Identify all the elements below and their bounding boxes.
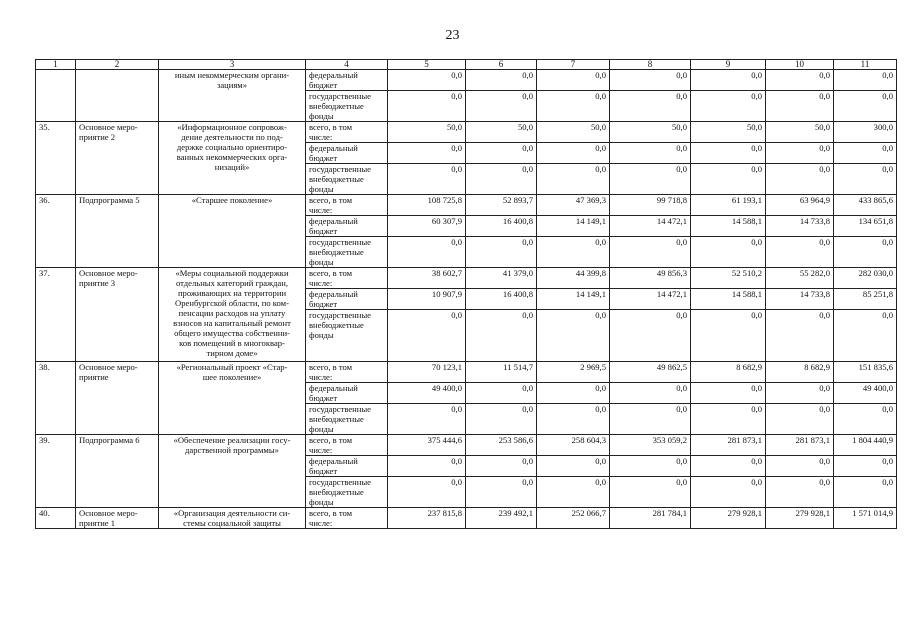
amount-cell: 14 588,1 (691, 216, 766, 237)
amount-cell: 258 604,3 (537, 435, 610, 456)
amount-cell: 0,0 (388, 91, 466, 122)
table-row (36, 195, 897, 216)
table-row (36, 435, 897, 456)
amount-cell: 0,0 (537, 70, 610, 91)
amount-cell: 70 123,1 (388, 362, 466, 383)
amount-cell: 0,0 (834, 237, 897, 268)
amount-cell: 8 682,9 (766, 362, 834, 383)
amount-cell: 0,0 (766, 70, 834, 91)
amount-cell: 0,0 (466, 143, 537, 164)
amount-cell: 237 815,8 (388, 508, 466, 529)
amount-cell: 282 030,0 (834, 268, 897, 289)
amount-cell: 47 369,3 (537, 195, 610, 216)
table-row (36, 122, 897, 143)
amount-cell: 0,0 (691, 456, 766, 477)
amount-cell: 0,0 (691, 237, 766, 268)
amount-cell: 0,0 (610, 310, 691, 362)
column-number: 10 (766, 60, 834, 70)
amount-cell: 50,0 (691, 122, 766, 143)
amount-cell: 0,0 (466, 237, 537, 268)
amount-cell: 375 444,6 (388, 435, 466, 456)
table-row (36, 508, 897, 529)
amount-cell: 0,0 (466, 70, 537, 91)
funding-source: федеральный бюджет (306, 143, 388, 164)
amount-cell: 0,0 (610, 477, 691, 508)
table-row (36, 70, 897, 91)
amount-cell: 14 733,8 (766, 216, 834, 237)
table-row (36, 362, 897, 383)
amount-cell: 0,0 (610, 70, 691, 91)
funding-source: государственные внебюджетные фонды (306, 477, 388, 508)
amount-cell: 99 718,8 (610, 195, 691, 216)
row-number: 35. (36, 122, 76, 195)
column-number-row (36, 60, 897, 70)
amount-cell: 239 492,1 (466, 508, 537, 529)
amount-cell: 0,0 (388, 477, 466, 508)
page-number: 23 (445, 28, 460, 43)
amount-cell: 50,0 (466, 122, 537, 143)
funding-source: федеральный бюджет (306, 70, 388, 91)
funding-source: всего, в том числе: (306, 508, 388, 529)
amount-cell: 2 969,5 (537, 362, 610, 383)
budget-table (35, 59, 897, 529)
amount-cell: 0,0 (610, 456, 691, 477)
measure-name: «Региональный проект «Стар- шее поколение» (159, 362, 306, 435)
amount-cell: 0,0 (691, 164, 766, 195)
amount-cell: 0,0 (388, 404, 466, 435)
funding-source: государственные внебюджетные фонды (306, 237, 388, 268)
amount-cell: 52 510,2 (691, 268, 766, 289)
column-number: 11 (834, 60, 897, 70)
measure-type: Подпрограмма 6 (76, 435, 159, 508)
amount-cell: 0,0 (691, 383, 766, 404)
measure-type (76, 70, 159, 122)
row-number: 39. (36, 435, 76, 508)
amount-cell: 0,0 (834, 143, 897, 164)
amount-cell: 279 928,1 (691, 508, 766, 529)
amount-cell: 0,0 (766, 404, 834, 435)
amount-cell: 0,0 (466, 456, 537, 477)
column-number: 2 (76, 60, 159, 70)
amount-cell: 0,0 (610, 143, 691, 164)
row-number (36, 70, 76, 122)
row-number: 37. (36, 268, 76, 362)
measure-name: «Меры социальной поддержки отдельных категорий граждан, проживающих на территории Оренбургской области, по ком- пенсации расходов на уплату взносов на капитальный ремонт общего имущества собственни- ков помещений в многоквар- тирном доме» (159, 268, 306, 362)
measure-type: Основное меро- приятие 1 (76, 508, 159, 529)
amount-cell: 14 472,1 (610, 216, 691, 237)
amount-cell: 49 400,0 (834, 383, 897, 404)
amount-cell: 0,0 (466, 310, 537, 362)
amount-cell: 353 059,2 (610, 435, 691, 456)
amount-cell: 10 907,9 (388, 289, 466, 310)
amount-cell: 0,0 (537, 143, 610, 164)
funding-source: федеральный бюджет (306, 456, 388, 477)
table-row (36, 268, 897, 289)
amount-cell: 55 282,0 (766, 268, 834, 289)
amount-cell: 38 602,7 (388, 268, 466, 289)
amount-cell: 279 928,1 (766, 508, 834, 529)
amount-cell: 14 472,1 (610, 289, 691, 310)
amount-cell: 0,0 (388, 164, 466, 195)
amount-cell: 0,0 (466, 91, 537, 122)
amount-cell: 0,0 (537, 237, 610, 268)
amount-cell: 16 400,8 (466, 289, 537, 310)
measure-name: «Информационное сопровож- дение деятельности по под- держке социально ориентиро- ванных некоммерческих орга- низаций» (159, 122, 306, 195)
measure-name: «Организация деятельности си- стемы социальной защиты (159, 508, 306, 529)
amount-cell: 0,0 (766, 456, 834, 477)
amount-cell: 0,0 (537, 164, 610, 195)
amount-cell: 0,0 (537, 404, 610, 435)
column-number: 1 (36, 60, 76, 70)
measure-type: Основное меро- приятие 3 (76, 268, 159, 362)
column-number: 5 (388, 60, 466, 70)
row-number: 38. (36, 362, 76, 435)
funding-source: всего, в том числе: (306, 435, 388, 456)
measure-type: Подпрограмма 5 (76, 195, 159, 268)
amount-cell: 50,0 (388, 122, 466, 143)
funding-source: федеральный бюджет (306, 383, 388, 404)
amount-cell: 61 193,1 (691, 195, 766, 216)
funding-source: государственные внебюджетные фонды (306, 310, 388, 362)
amount-cell: 0,0 (691, 404, 766, 435)
amount-cell: 50,0 (766, 122, 834, 143)
amount-cell: 0,0 (834, 456, 897, 477)
amount-cell: 0,0 (610, 237, 691, 268)
amount-cell: 50,0 (610, 122, 691, 143)
amount-cell: 0,0 (766, 383, 834, 404)
amount-cell: 41 379,0 (466, 268, 537, 289)
amount-cell: 0,0 (466, 164, 537, 195)
row-number: 36. (36, 195, 76, 268)
amount-cell: 0,0 (691, 477, 766, 508)
amount-cell: 49 862,5 (610, 362, 691, 383)
amount-cell: 0,0 (537, 477, 610, 508)
amount-cell: 16 400,8 (466, 216, 537, 237)
amount-cell: 300,0 (834, 122, 897, 143)
amount-cell: 108 725,8 (388, 195, 466, 216)
amount-cell: 0,0 (466, 404, 537, 435)
amount-cell: 0,0 (766, 310, 834, 362)
amount-cell: 0,0 (388, 70, 466, 91)
amount-cell: 281 784,1 (610, 508, 691, 529)
amount-cell: 0,0 (610, 383, 691, 404)
amount-cell: 281 873,1 (766, 435, 834, 456)
amount-cell: 11 514,7 (466, 362, 537, 383)
amount-cell: 0,0 (388, 456, 466, 477)
amount-cell: 0,0 (388, 237, 466, 268)
amount-cell: 0,0 (691, 143, 766, 164)
amount-cell: 14 733,8 (766, 289, 834, 310)
amount-cell: 0,0 (766, 477, 834, 508)
amount-cell: 0,0 (610, 164, 691, 195)
amount-cell: 0,0 (537, 383, 610, 404)
funding-source: государственные внебюджетные фонды (306, 404, 388, 435)
amount-cell: 0,0 (834, 404, 897, 435)
amount-cell: 1 571 014,9 (834, 508, 897, 529)
column-number: 7 (537, 60, 610, 70)
amount-cell: 49 400,0 (388, 383, 466, 404)
amount-cell: 14 149,1 (537, 216, 610, 237)
funding-source: государственные внебюджетные фонды (306, 164, 388, 195)
amount-cell: 0,0 (466, 383, 537, 404)
amount-cell: 0,0 (610, 404, 691, 435)
amount-cell: 252 066,7 (537, 508, 610, 529)
funding-source: федеральный бюджет (306, 289, 388, 310)
amount-cell: 281 873,1 (691, 435, 766, 456)
column-number: 6 (466, 60, 537, 70)
funding-source: федеральный бюджет (306, 216, 388, 237)
amount-cell: 1 804 440,9 (834, 435, 897, 456)
column-number: 9 (691, 60, 766, 70)
column-number: 4 (306, 60, 388, 70)
funding-source: всего, в том числе: (306, 195, 388, 216)
funding-source: всего, в том числе: (306, 122, 388, 143)
amount-cell: 49 856,3 (610, 268, 691, 289)
amount-cell: 0,0 (766, 237, 834, 268)
amount-cell: 433 865,6 (834, 195, 897, 216)
amount-cell: 151 835,6 (834, 362, 897, 383)
amount-cell: 0,0 (691, 310, 766, 362)
amount-cell: 14 149,1 (537, 289, 610, 310)
funding-source: государственные внебюджетные фонды (306, 91, 388, 122)
funding-source: всего, в том числе: (306, 268, 388, 289)
amount-cell: 0,0 (691, 91, 766, 122)
amount-cell: 0,0 (388, 310, 466, 362)
amount-cell: 0,0 (834, 70, 897, 91)
amount-cell: 60 307,9 (388, 216, 466, 237)
amount-cell: 134 651,8 (834, 216, 897, 237)
amount-cell: 0,0 (766, 143, 834, 164)
amount-cell: 63 964,9 (766, 195, 834, 216)
amount-cell: 8 682,9 (691, 362, 766, 383)
amount-cell: 0,0 (466, 477, 537, 508)
column-number: 3 (159, 60, 306, 70)
amount-cell: 44 399,8 (537, 268, 610, 289)
amount-cell: 0,0 (766, 164, 834, 195)
column-number: 8 (610, 60, 691, 70)
amount-cell: 0,0 (691, 70, 766, 91)
amount-cell: 253 586,6 (466, 435, 537, 456)
amount-cell: 0,0 (834, 91, 897, 122)
amount-cell: 0,0 (834, 310, 897, 362)
amount-cell: 0,0 (766, 91, 834, 122)
amount-cell: 85 251,8 (834, 289, 897, 310)
amount-cell: 0,0 (388, 143, 466, 164)
amount-cell: 50,0 (537, 122, 610, 143)
funding-source: всего, в том числе: (306, 362, 388, 383)
measure-name: «Старшее поколение» (159, 195, 306, 268)
measure-name: «Обеспечение реализации госу- дарственной программы» (159, 435, 306, 508)
amount-cell: 52 893,7 (466, 195, 537, 216)
measure-type: Основное меро- приятие 2 (76, 122, 159, 195)
amount-cell: 0,0 (537, 310, 610, 362)
amount-cell: 0,0 (834, 164, 897, 195)
row-number: 40. (36, 508, 76, 529)
measure-type: Основное меро- приятие (76, 362, 159, 435)
amount-cell: 14 588,1 (691, 289, 766, 310)
amount-cell: 0,0 (537, 456, 610, 477)
amount-cell: 0,0 (610, 91, 691, 122)
amount-cell: 0,0 (834, 477, 897, 508)
amount-cell: 0,0 (537, 91, 610, 122)
measure-name: иным некоммерческим органи- зациям» (159, 70, 306, 122)
